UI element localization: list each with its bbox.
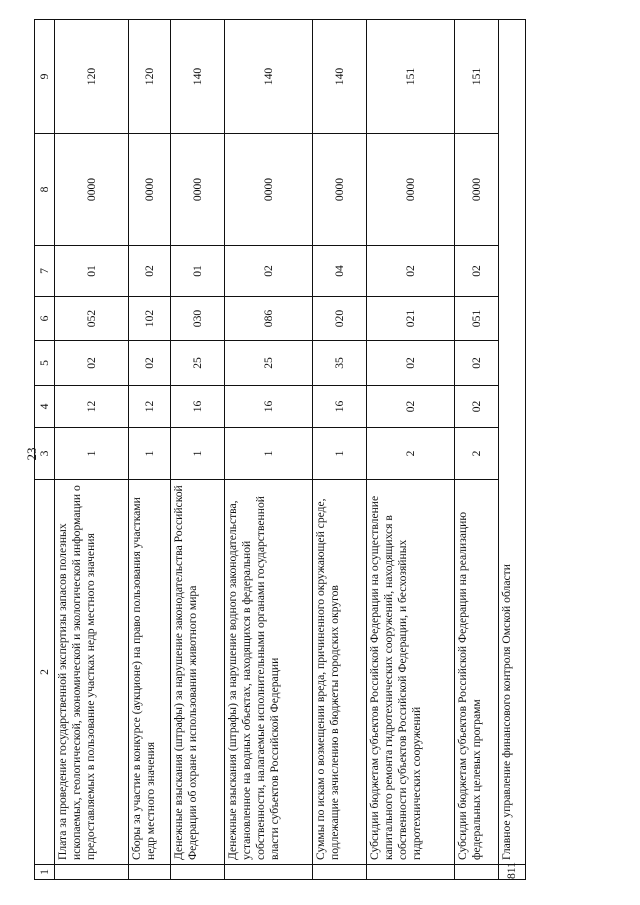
description-cell: Субсидии бюджетам субъектов Российской Федерации на осуществление капитального ремонта гидротехнических сооружений, находящихся в собственности субъектов Российской Федерации, и бесхозяйных гидротехнических сооружений (367, 480, 455, 865)
description-cell: Сборы за участие в конкурсе (аукционе) на право пользования участками недр местного значения (129, 480, 171, 865)
admin-code-cell (55, 865, 129, 880)
code-cell: 030 (171, 297, 225, 341)
code-cell: 02 (367, 246, 455, 297)
admin-code-cell (225, 865, 313, 880)
code-cell: 25 (171, 341, 225, 386)
header-cell: 5 (35, 341, 55, 386)
code-cell: 1 (225, 428, 313, 480)
code-cell: 02 (455, 386, 499, 428)
table-row (367, 20, 455, 880)
code-cell: 120 (55, 20, 129, 134)
code-cell: 25 (225, 341, 313, 386)
code-cell: 1 (313, 428, 367, 480)
description-cell: Денежные взыскания (штрафы) за нарушение законодательства Российской Федерации об охране и использовании животного мира (171, 480, 225, 865)
admin-code-cell (313, 865, 367, 880)
admin-code-cell: 811 (499, 865, 526, 880)
code-cell: 35 (313, 341, 367, 386)
code-cell: 0000 (367, 134, 455, 246)
code-cell: 0000 (171, 134, 225, 246)
code-cell: 16 (225, 386, 313, 428)
header-cell: 2 (35, 480, 55, 865)
budget-classification-table-rotated (34, 20, 559, 880)
code-cell: 1 (129, 428, 171, 480)
page-number: 23 (24, 447, 39, 461)
administrator-row (499, 20, 526, 880)
code-cell: 020 (313, 297, 367, 341)
header-cell: 1 (35, 865, 55, 880)
code-cell: 2 (367, 428, 455, 480)
code-cell: 151 (367, 20, 455, 134)
code-cell: 052 (55, 297, 129, 341)
code-cell: 0000 (55, 134, 129, 246)
code-cell: 16 (171, 386, 225, 428)
table-row (129, 20, 171, 880)
description-cell: Суммы по искам о возмещении вреда, причиненного окружающей среде, подлежащие зачислению в бюджеты городских округов (313, 480, 367, 865)
code-cell: 021 (367, 297, 455, 341)
administrator-name-cell: Главное управление финансового контроля Омской области (499, 20, 526, 865)
code-cell: 102 (129, 297, 171, 341)
table-row (55, 20, 129, 880)
code-cell: 140 (171, 20, 225, 134)
code-cell: 02 (55, 341, 129, 386)
code-cell: 051 (455, 297, 499, 341)
code-cell: 16 (313, 386, 367, 428)
code-cell: 1 (55, 428, 129, 480)
description-cell: Плата за проведение государственной экспертизы запасов полезных ископаемых, геологической, экономической и экологической информации о предоставляемых в пользование участках недр местного значения (55, 480, 129, 865)
code-cell: 01 (55, 246, 129, 297)
code-cell: 02 (367, 386, 455, 428)
code-cell: 02 (129, 246, 171, 297)
admin-code-cell (455, 865, 499, 880)
code-cell: 12 (129, 386, 171, 428)
code-cell: 120 (129, 20, 171, 134)
code-cell: 02 (455, 246, 499, 297)
code-cell: 02 (367, 341, 455, 386)
table-row (313, 20, 367, 880)
table-row (225, 20, 313, 880)
code-cell: 1 (171, 428, 225, 480)
code-cell: 0000 (455, 134, 499, 246)
code-cell: 02 (129, 341, 171, 386)
table-row (455, 20, 499, 880)
code-cell: 02 (225, 246, 313, 297)
admin-code-cell (171, 865, 225, 880)
code-cell: 151 (455, 20, 499, 134)
header-row (35, 20, 55, 880)
code-cell: 0000 (129, 134, 171, 246)
admin-code-cell (367, 865, 455, 880)
admin-code-cell (129, 865, 171, 880)
header-cell: 6 (35, 297, 55, 341)
code-cell: 2 (455, 428, 499, 480)
header-cell: 8 (35, 134, 55, 246)
header-cell: 4 (35, 386, 55, 428)
table-row (171, 20, 225, 880)
header-cell: 7 (35, 246, 55, 297)
code-cell: 0000 (313, 134, 367, 246)
code-cell: 02 (455, 341, 499, 386)
code-cell: 0000 (225, 134, 313, 246)
code-cell: 04 (313, 246, 367, 297)
code-cell: 01 (171, 246, 225, 297)
description-cell: Субсидии бюджетам субъектов Российской Федерации на реализацию федеральных целевых программ (455, 480, 499, 865)
code-cell: 086 (225, 297, 313, 341)
code-cell: 12 (55, 386, 129, 428)
header-cell: 9 (35, 20, 55, 134)
description-cell: Денежные взыскания (штрафы) за нарушение водного законодательства, установленное на водных объектах, находящихся в федеральной собственности, налагаемые исполнительными органами государственной власти субъектов Российской Федерации (225, 480, 313, 865)
code-cell: 140 (313, 20, 367, 134)
budget-classification-table (34, 19, 526, 880)
header-cell: 3 (35, 428, 55, 480)
code-cell: 140 (225, 20, 313, 134)
